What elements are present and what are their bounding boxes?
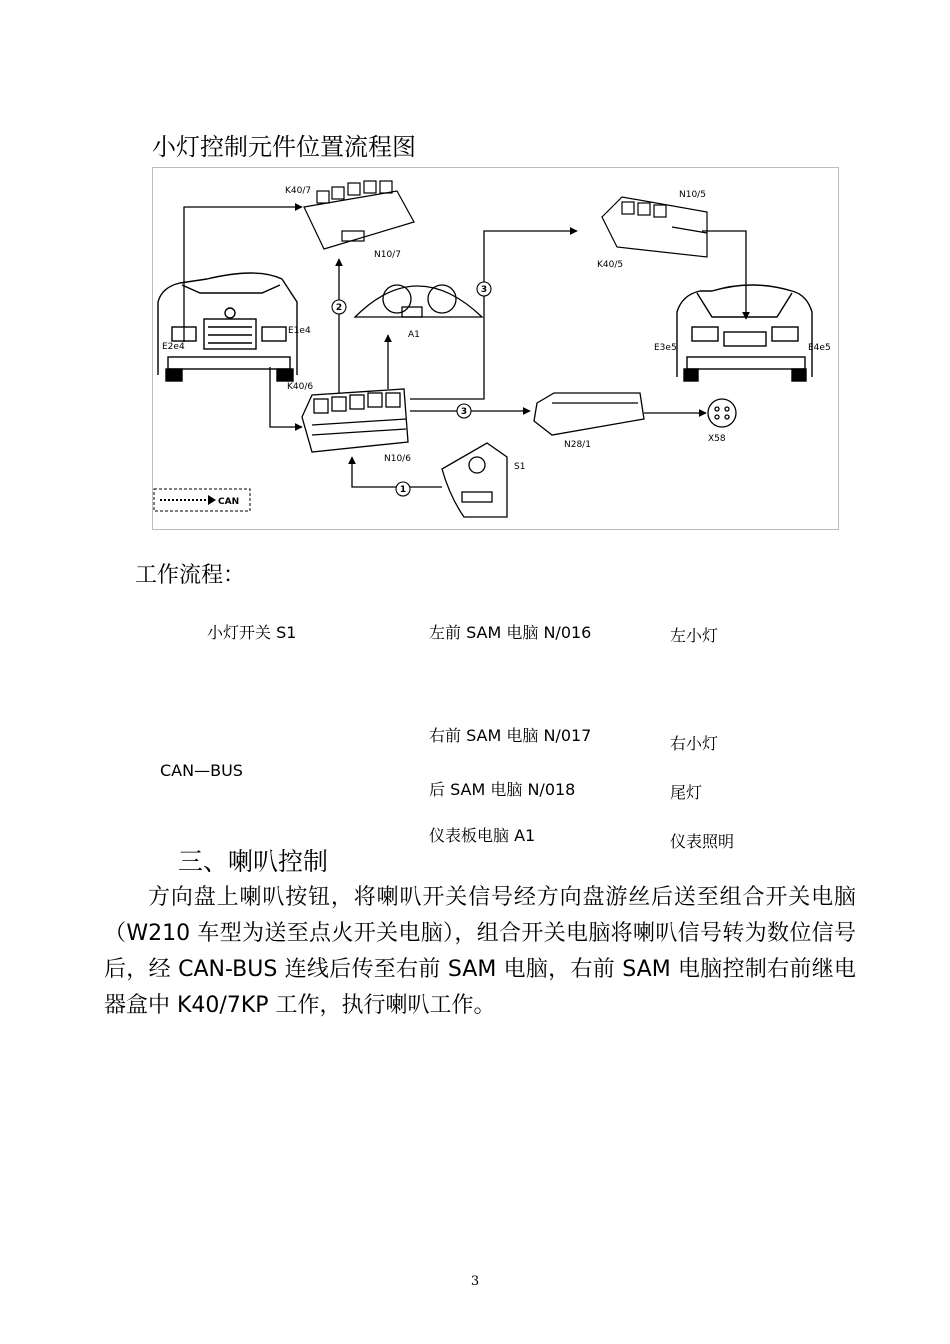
label-a1: A1 bbox=[408, 330, 420, 340]
rear-car-illustration bbox=[677, 285, 812, 381]
step-circle-3-lower: 3 bbox=[460, 407, 468, 417]
flow-switch: 小灯开关 S1 bbox=[207, 623, 297, 642]
label-n10-6: N10/6 bbox=[384, 454, 411, 464]
flow-bus: CAN—BUS bbox=[160, 761, 243, 780]
instrument-cluster-a1-illustration bbox=[355, 285, 482, 317]
front-car-illustration bbox=[158, 273, 297, 381]
label-k40-6: K40/6 bbox=[287, 382, 314, 392]
label-e1e4: E1e4 bbox=[288, 326, 311, 336]
section-heading: 三、喇叭控制 bbox=[178, 847, 329, 876]
flow-output-right-light: 右小灯 bbox=[670, 734, 719, 753]
section-paragraph: 方向盘上喇叭按钮，将喇叭开关信号经方向盘游丝后送至组合开关电脑（W210 车型为送至点火开关电脑），组合开关电脑将喇叭信号转为数位信号后，经 CAN-BUS 连线后传至右前 SAM 电脑，右前 SAM 电脑控制右前继电器盒中 K40/7KP 工作，执行喇叭工作。 bbox=[104, 885, 856, 1018]
flow-ecu-left-front: 左前 SAM 电脑 N/016 bbox=[429, 623, 592, 642]
rear-sam-n10-5-illustration bbox=[602, 197, 707, 257]
flow-ecu-rear: 后 SAM 电脑 N/018 bbox=[429, 780, 576, 799]
light-switch-s1-illustration bbox=[442, 443, 507, 517]
label-n10-5: N10/5 bbox=[679, 190, 706, 200]
label-n10-7: N10/7 bbox=[374, 250, 401, 260]
label-s1: S1 bbox=[514, 462, 526, 472]
relay-box-k40-7-illustration bbox=[304, 181, 414, 249]
label-e2e4: E2e4 bbox=[162, 342, 185, 352]
label-n28-1: N28/1 bbox=[564, 440, 591, 450]
rear-sam-n28-1-illustration bbox=[534, 393, 644, 435]
flow-heading: 工作流程： bbox=[135, 563, 246, 588]
label-e4e5: E4e5 bbox=[808, 343, 831, 353]
label-x58: X58 bbox=[708, 434, 726, 444]
socket-x58-illustration bbox=[708, 399, 736, 427]
label-k40-5: K40/5 bbox=[597, 260, 624, 270]
flow-output-instrument-lighting: 仪表照明 bbox=[670, 832, 735, 851]
flow-output-tail-light: 尾灯 bbox=[670, 783, 703, 802]
diagram-title: 小灯控制元件位置流程图 bbox=[152, 133, 416, 161]
flow-ecu-instrument: 仪表板电脑 A1 bbox=[429, 826, 536, 845]
flow-ecu-right-front: 右前 SAM 电脑 N/017 bbox=[429, 726, 592, 745]
front-sam-n10-6-illustration bbox=[302, 389, 408, 452]
can-legend-label: CAN bbox=[218, 497, 240, 507]
page-number: 3 bbox=[470, 1274, 480, 1289]
step-circle-1: 1 bbox=[399, 485, 407, 495]
step-circle-2: 2 bbox=[335, 303, 343, 313]
step-circles bbox=[332, 282, 491, 496]
label-e3e5: E3e5 bbox=[654, 343, 677, 353]
step-circle-3-upper: 3 bbox=[480, 285, 488, 295]
component-location-diagram bbox=[152, 167, 839, 530]
label-k40-7: K40/7 bbox=[285, 186, 312, 196]
flow-output-left-light: 左小灯 bbox=[670, 626, 719, 645]
